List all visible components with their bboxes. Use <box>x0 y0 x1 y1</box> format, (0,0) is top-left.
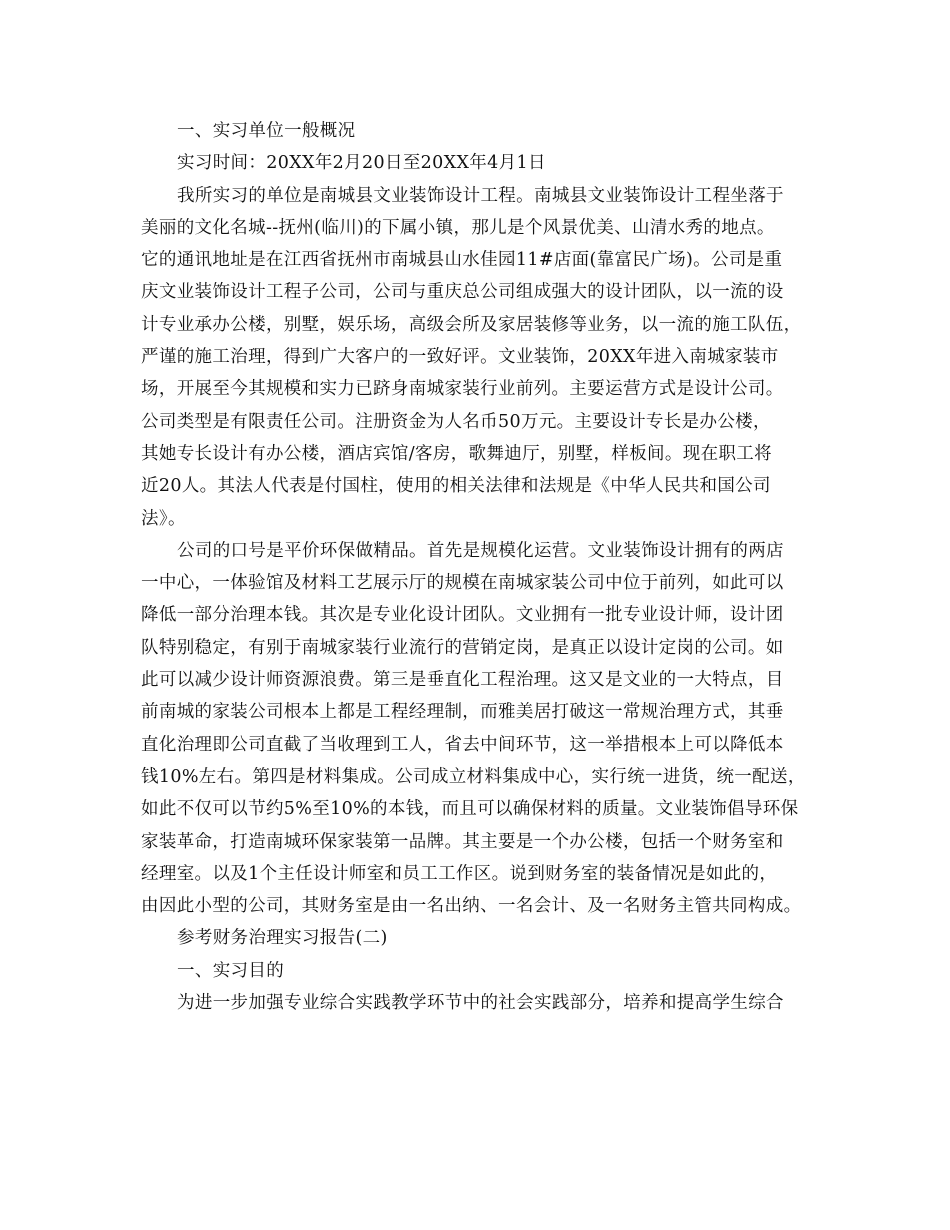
paragraph-line: 家装革命，打造南城环保家装第一品牌。其主要是一个办公楼，包括一个财务室和 <box>141 831 784 852</box>
paragraph-line: 公司类型是有限责任公司。注册资金为人名币50万元。主要设计专长是办公楼， <box>141 411 771 432</box>
paragraph-line: 如此不仅可以节约5%至10%的本钱，而且可以确保材料的质量。文业装饰倡导环保 <box>141 799 799 820</box>
paragraph-line: 直化治理即公司直截了当收理到工人，省去中间环节，这一举措根本上可以降低本 <box>141 734 784 755</box>
paragraph-line: 由因此小型的公司，其财务室是由一名出纳、一名会计、及一名财务主管共同构成。 <box>141 896 802 917</box>
paragraph-line: 此可以减少设计师资源浪费。第三是垂直化工程治理。这又是文业的一大特点，目 <box>141 670 784 691</box>
section-heading: 一、实习单位一般概况 <box>177 121 356 141</box>
paragraph-line: 钱10%左右。第四是材料集成。公司成立材料集成中心，实行统一进货，统一配送， <box>141 766 806 787</box>
paragraph-line: 队特别稳定，有别于南城家装行业流行的营销定岗，是真正以设计定岗的公司。如 <box>141 637 784 658</box>
document-body <box>141 115 821 1019</box>
paragraph-line: 它的通讯地址是在江西省抚州市南城县山水佳园11#店面(靠富民广场)。公司是重 <box>141 250 783 271</box>
paragraph-line: 严谨的施工治理，得到广大客户的一致好评。文业装饰，20XX年进入南城家装市 <box>141 347 779 368</box>
paragraph-line: 近20人。其法人代表是付国柱，使用的相关法律和法规是《中华人民共和国公司 <box>141 476 771 497</box>
paragraph-line: 我所实习的单位是南城县文业装饰设计工程。南城县文业装饰设计工程坐落于 <box>177 185 784 206</box>
paragraph-line: 计专业承办公楼，别墅，娱乐场，高级会所及家居装修等业务，以一流的施工队伍， <box>141 314 802 335</box>
paragraph-line: 前南城的家装公司根本上都是工程经理制，而雅美居打破这一常规治理方式，其垂 <box>141 702 784 723</box>
paragraph-line: 法》。 <box>141 508 186 529</box>
paragraph-line: 为进一步加强专业综合实践教学环节中的社会实践部分，培养和提高学生综合 <box>177 993 784 1014</box>
paragraph-line: 美丽的文化名城--抚州(临川)的下属小镇，那儿是个风景优美、山清水秀的地点。 <box>141 217 775 238</box>
section-heading: 一、实习目的 <box>177 960 285 981</box>
paragraph-line: 公司的口号是平价环保做精品。首先是规模化运营。文业装饰设计拥有的两店 <box>177 540 784 561</box>
paragraph-line: 降低一部分治理本钱。其次是专业化设计团队。文业拥有一批专业设计师，设计团 <box>141 605 784 626</box>
paragraph-line: 一中心，一体验馆及材料工艺展示厅的规模在南城家装公司中位于前列，如此可以 <box>141 573 784 594</box>
paragraph-line: 其她专长设计有办公楼，酒店宾馆/客房，歌舞迪厅，别墅，样板间。现在职工将 <box>141 443 772 464</box>
report-title: 参考财务治理实习报告(二) <box>177 928 388 949</box>
paragraph-line: 场，开展至今其规模和实力已跻身南城家装行业前列。主要运营方式是设计公司。 <box>141 379 784 400</box>
paragraph-line: 庆文业装饰设计工程子公司，公司与重庆总公司组成强大的设计团队，以一流的设 <box>141 282 784 303</box>
paragraph-line: 经理室。以及1个主任设计师室和员工工作区。说到财务室的装备情况是如此的， <box>141 863 778 884</box>
internship-period: 实习时间：20XX年2月20日至20XX年4月1日 <box>177 153 546 174</box>
